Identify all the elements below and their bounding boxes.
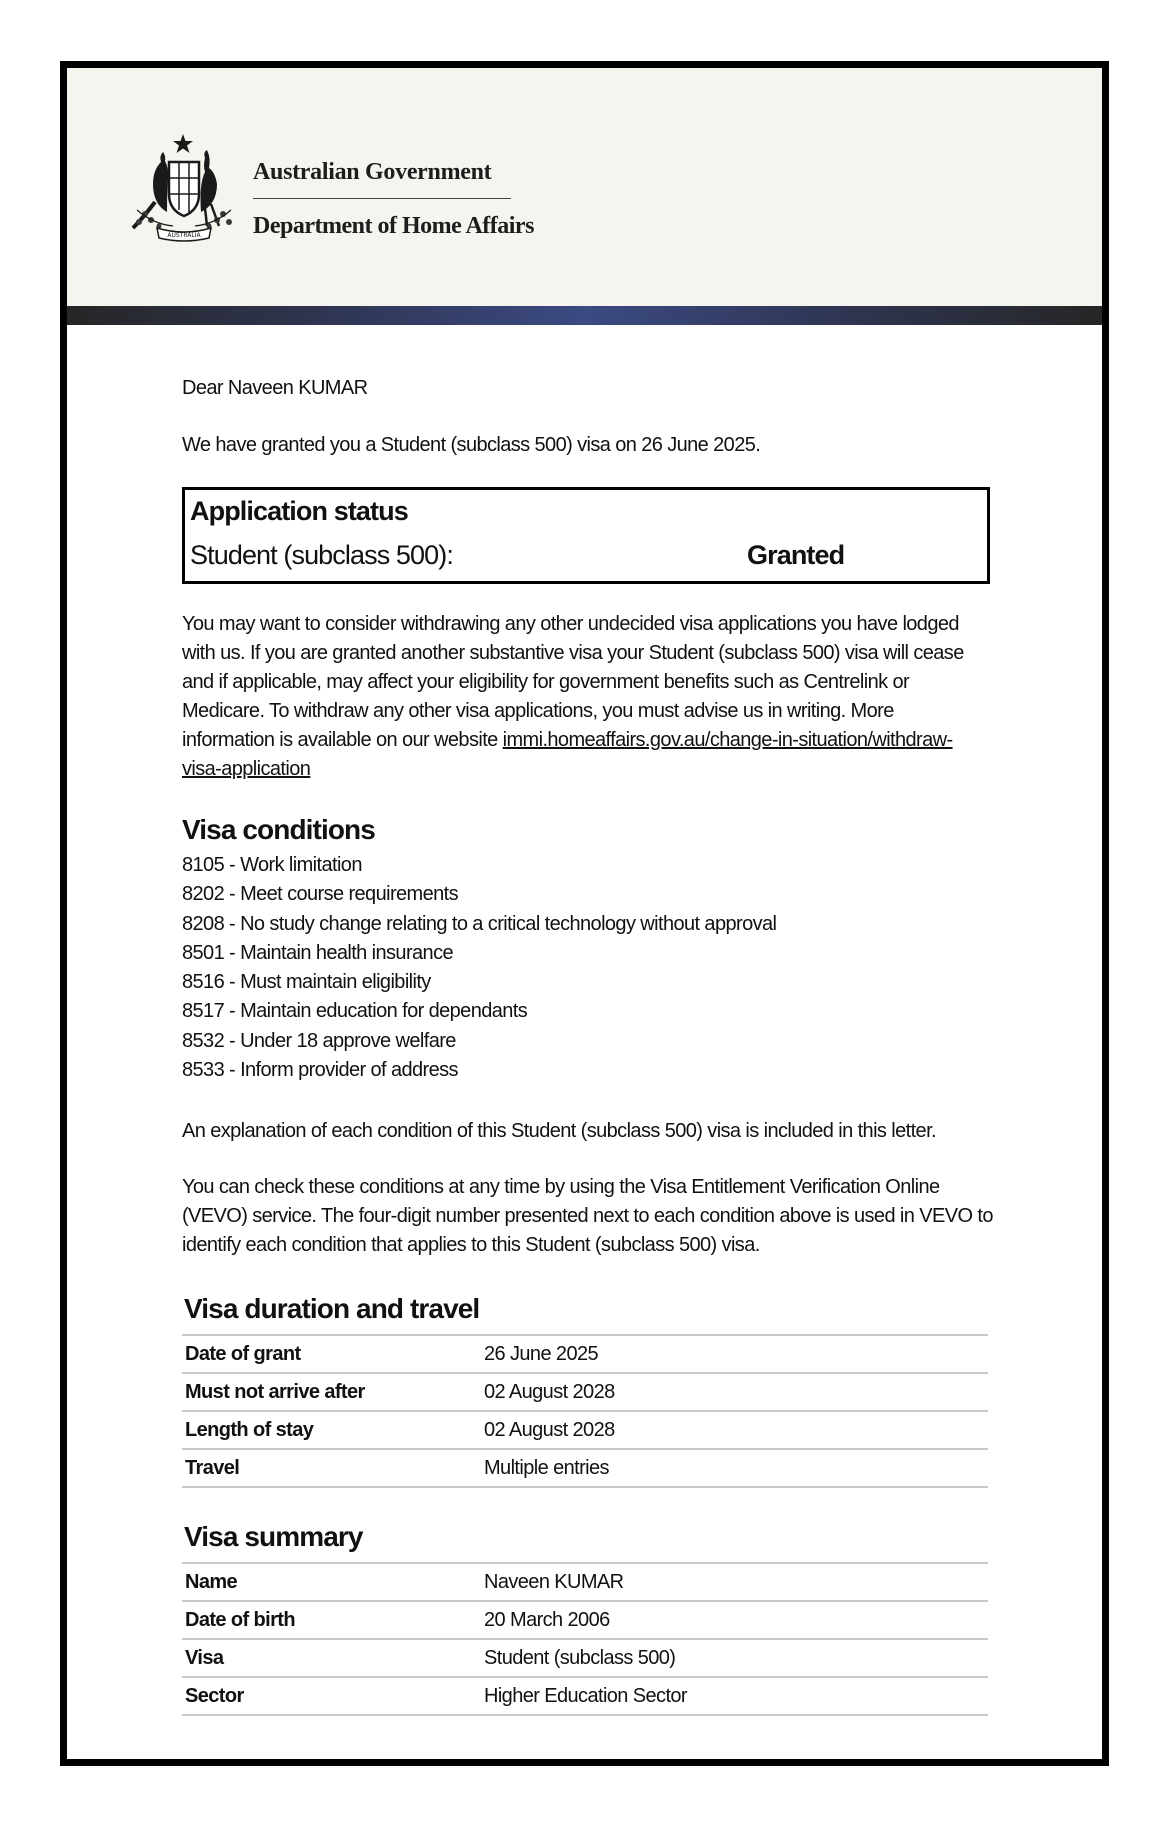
letterhead xyxy=(67,68,1102,306)
application-status-title: Application status xyxy=(190,496,408,526)
conditions-explanation: An explanation of each condition of this Student (subclass 500) visa is included in this letter. xyxy=(182,1120,936,1142)
condition-item: 8517 - Maintain education for dependants xyxy=(182,1000,528,1023)
row-label: Date of grant xyxy=(182,1335,481,1373)
vevo-notice: You can check these conditions at any time by using the Visa Entitlement Verification Online (VEVO) service. The four-digit number presented next to each condition above is used in VEVO to identify each condition that applies to this Student (subclass 500) visa. xyxy=(182,1176,993,1256)
row-value: 02 August 2028 xyxy=(481,1411,988,1449)
coat-of-arms-icon xyxy=(123,132,257,244)
table-row xyxy=(182,1601,988,1639)
row-label: Travel xyxy=(182,1449,481,1487)
table-row xyxy=(182,1335,988,1373)
visa-conditions-heading: Visa conditions xyxy=(182,814,375,845)
visa-summary-heading: Visa summary xyxy=(184,1521,363,1552)
agency-name xyxy=(253,159,534,240)
condition-item: 8501 - Maintain health insurance xyxy=(182,941,453,964)
table-row xyxy=(182,1677,988,1715)
withdraw-info-link[interactable]: immi.homeaffairs.gov.au/change-in-situation/withdraw-visa-application xyxy=(182,729,953,780)
table-row xyxy=(182,1411,988,1449)
table-row xyxy=(182,1449,988,1487)
application-status-label: Student (subclass 500): xyxy=(190,540,453,570)
row-label: Date of birth xyxy=(182,1601,481,1639)
row-label: Name xyxy=(182,1563,481,1601)
condition-item: 8532 - Under 18 approve welfare xyxy=(182,1029,456,1052)
department-name: Department of Home Affairs xyxy=(253,213,534,239)
application-status-value: Granted xyxy=(747,540,845,570)
visa-duration-section xyxy=(182,1290,988,1488)
condition-item: 8208 - No study change relating to a critical technology without approval xyxy=(182,912,777,935)
government-name: Australian Government xyxy=(253,159,511,199)
row-label: Sector xyxy=(182,1677,481,1715)
grant-statement: We have granted you a Student (subclass 500) visa on 26 June 2025. xyxy=(182,434,761,456)
row-label: Length of stay xyxy=(182,1411,481,1449)
visa-summary-table xyxy=(182,1562,988,1716)
visa-summary-section xyxy=(182,1518,988,1716)
condition-item: 8533 - Inform provider of address xyxy=(182,1059,458,1082)
row-value: 02 August 2028 xyxy=(481,1373,988,1411)
row-value: Multiple entries xyxy=(481,1449,988,1487)
table-row xyxy=(182,1373,988,1411)
letterhead-band xyxy=(67,306,1102,325)
row-value: Higher Education Sector xyxy=(481,1677,988,1715)
row-value: Naveen KUMAR xyxy=(481,1563,988,1601)
table-row xyxy=(182,1563,988,1601)
condition-item: 8202 - Meet course requirements xyxy=(182,883,458,906)
condition-item: 8516 - Must maintain eligibility xyxy=(182,971,431,994)
withdraw-notice xyxy=(182,610,990,784)
application-status-box xyxy=(182,487,990,584)
visa-duration-table xyxy=(182,1334,988,1488)
visa-conditions-list xyxy=(182,851,776,1085)
condition-item: 8105 - Work limitation xyxy=(182,854,362,876)
table-row xyxy=(182,1639,988,1677)
salutation: Dear Naveen KUMAR xyxy=(182,377,368,399)
withdraw-notice-text: You may want to consider withdrawing any other undecided visa applications you have lodged with us. If you are granted another substantive visa your Student (subclass 500) visa will cease and if applicable, may affect your eligibility for government benefits such as Centrelink or Medicare. To withdraw any other visa applications, you must advise us in writing. More information is available on our website xyxy=(182,613,964,751)
visa-duration-heading: Visa duration and travel xyxy=(184,1293,480,1324)
row-label: Must not arrive after xyxy=(182,1373,481,1411)
crest-motto: AUSTRALIA xyxy=(167,232,201,239)
row-value: 26 June 2025 xyxy=(481,1335,988,1373)
row-value: Student (subclass 500) xyxy=(481,1639,988,1677)
row-value: 20 March 2006 xyxy=(481,1601,988,1639)
row-label: Visa xyxy=(182,1639,481,1677)
